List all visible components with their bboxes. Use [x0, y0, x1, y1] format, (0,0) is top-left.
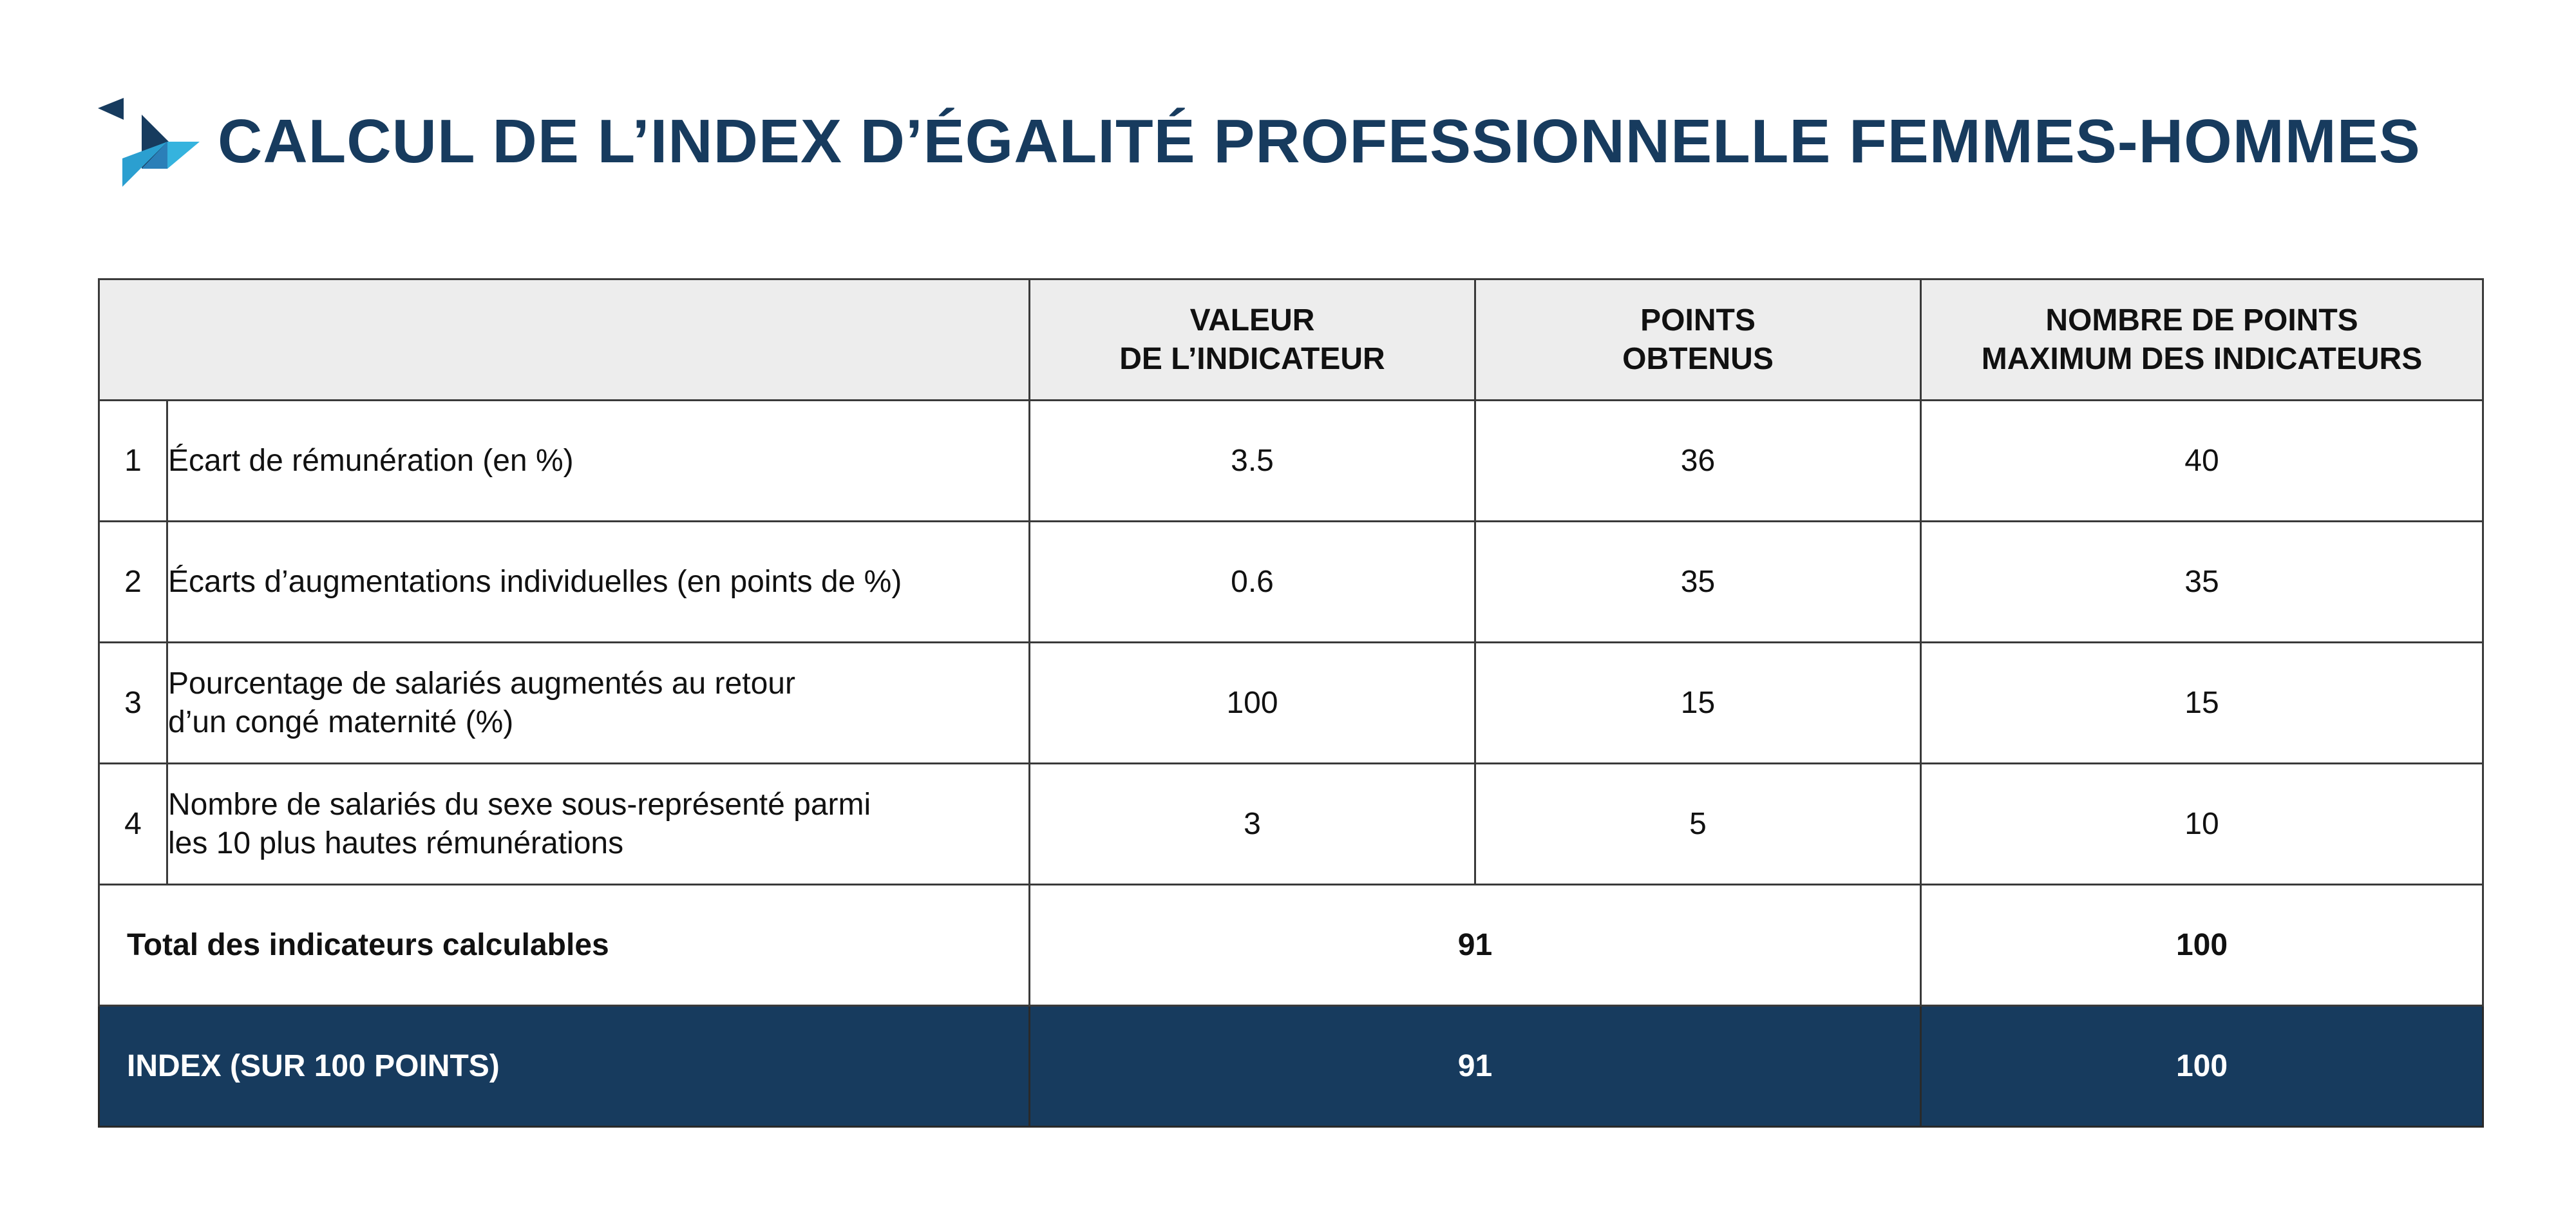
- row-label: Pourcentage de salariés augmentés au retour d’un congé maternité (%): [167, 643, 1030, 764]
- row-number: 2: [99, 522, 167, 643]
- row-number: 3: [99, 643, 167, 764]
- page-header: [97, 97, 2421, 187]
- row-indicator-value: 0.6: [1030, 522, 1475, 643]
- total-max-points: 100: [1921, 885, 2483, 1006]
- row-indicator-value: 100: [1030, 643, 1475, 764]
- row-points-obtained: 5: [1475, 764, 1921, 885]
- table-row: [99, 643, 2483, 764]
- row-points-obtained: 15: [1475, 643, 1921, 764]
- index-row: [99, 1006, 2483, 1127]
- index-max-points: 100: [1921, 1006, 2483, 1127]
- table-row: [99, 764, 2483, 885]
- row-max-points: 35: [1921, 522, 2483, 643]
- row-indicator-value: 3: [1030, 764, 1475, 885]
- header-blank-cell: [99, 279, 1030, 401]
- total-label: Total des indicateurs calculables: [99, 885, 1030, 1006]
- index-points: 91: [1030, 1006, 1921, 1127]
- header-max-points: NOMBRE DE POINTS MAXIMUM DES INDICATEURS: [1921, 279, 2483, 401]
- row-max-points: 40: [1921, 401, 2483, 522]
- page-title: CALCUL DE L’INDEX D’ÉGALITÉ PROFESSIONNELLE FEMMES-HOMMES: [218, 107, 2421, 176]
- index-table: [98, 278, 2484, 1128]
- row-number: 4: [99, 764, 167, 885]
- row-points-obtained: 35: [1475, 522, 1921, 643]
- row-max-points: 10: [1921, 764, 2483, 885]
- header-indicator-value: VALEUR DE L’INDICATEUR: [1030, 279, 1475, 401]
- arrow-logo-icon: [97, 97, 200, 187]
- row-max-points: 15: [1921, 643, 2483, 764]
- total-points: 91: [1030, 885, 1921, 1006]
- table-row: [99, 401, 2483, 522]
- index-label: INDEX (SUR 100 POINTS): [99, 1006, 1030, 1127]
- total-row: [99, 885, 2483, 1006]
- row-indicator-value: 3.5: [1030, 401, 1475, 522]
- row-number: 1: [99, 401, 167, 522]
- row-label: Écart de rémunération (en %): [167, 401, 1030, 522]
- row-label: Écarts d’augmentations individuelles (en points de %): [167, 522, 1030, 643]
- table-row: [99, 522, 2483, 643]
- row-points-obtained: 36: [1475, 401, 1921, 522]
- row-label: Nombre de salariés du sexe sous-représenté parmi les 10 plus hautes rémunérations: [167, 764, 1030, 885]
- table-header-row: [99, 279, 2483, 401]
- header-points-obtained: POINTS OBTENUS: [1475, 279, 1921, 401]
